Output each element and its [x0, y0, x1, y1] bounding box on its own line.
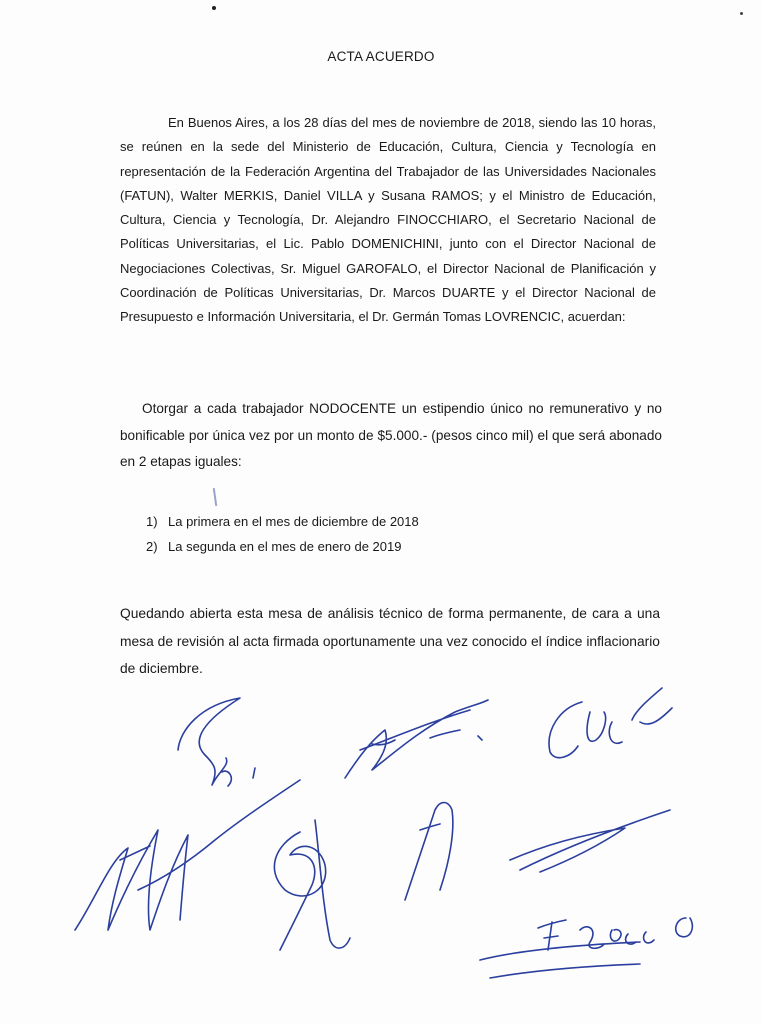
- opening-paragraph: [120, 111, 656, 330]
- list-item: [146, 535, 419, 560]
- signature-3: [549, 688, 672, 758]
- scan-mark: [212, 6, 216, 10]
- opening-paragraph-text: En Buenos Aires, a los 28 días del mes de noviembre de 2018, siendo las 10 horas, se reúnen en la sede del Ministerio de Educación, Cultura, Ciencia y Tecnología en representación de la Federación Argentina del Trabajador de las Universidades Nacionales (FATUN), Walter MERKIS, Daniel VILLA y Susana RAMOS; y el Ministro de Educación, Cultura, Ciencia y Tecnología, Dr. Alejandro FINOCCHIARO, el Secretario Nacional de Políticas Universitarias, el Lic. Pablo DOMENICHINI, junto con el Director Nacional de Negociaciones Colectivas, Sr. Miguel GAROFALO, el Director Nacional de Planificación y Coordinación de Políticas Universitarias, Dr. Marcos DUARTE y el Director Nacional de Presupuesto e Información Universitaria, el Dr. Germán Tomas LOVRENCIC, acuerdan:: [120, 115, 656, 325]
- signature-2: [345, 700, 488, 778]
- signature-4: [75, 780, 300, 930]
- agreement-paragraph-text: Otorgar a cada trabajador NODOCENTE un estipendio único no remunerativo y no bonificable por única vez por un monto de $5.000.- (pesos cinco mil) el que será abonado en 2 etapas iguales:: [120, 401, 662, 469]
- closing-paragraph: Quedando abierta esta mesa de análisis técnico de forma permanente, de cara a una mesa de revisión al acta firmada oportunamente una vez conocido el índice inflacionario de diciembre.: [120, 606, 660, 676]
- signatures-area: [0, 660, 762, 1024]
- signature-5: [274, 820, 350, 950]
- agreement-paragraph: [120, 396, 662, 476]
- signature-6: [405, 803, 453, 901]
- list-item-number: 1): [146, 514, 158, 529]
- list-item-text: La primera en el mes de diciembre de 2018: [168, 514, 419, 529]
- signature-7: [480, 810, 670, 978]
- list-item-text: La segunda en el mes de enero de 2019: [168, 538, 402, 554]
- signature-1: [178, 698, 255, 786]
- list-item: [146, 510, 419, 535]
- list-item-number: 2): [146, 538, 158, 554]
- pen-mark: [213, 488, 217, 506]
- signature-7-initials: [538, 918, 692, 950]
- scan-mark: [740, 12, 743, 15]
- document-title: ACTA ACUERDO: [327, 49, 435, 64]
- payment-stages-list: [146, 510, 419, 559]
